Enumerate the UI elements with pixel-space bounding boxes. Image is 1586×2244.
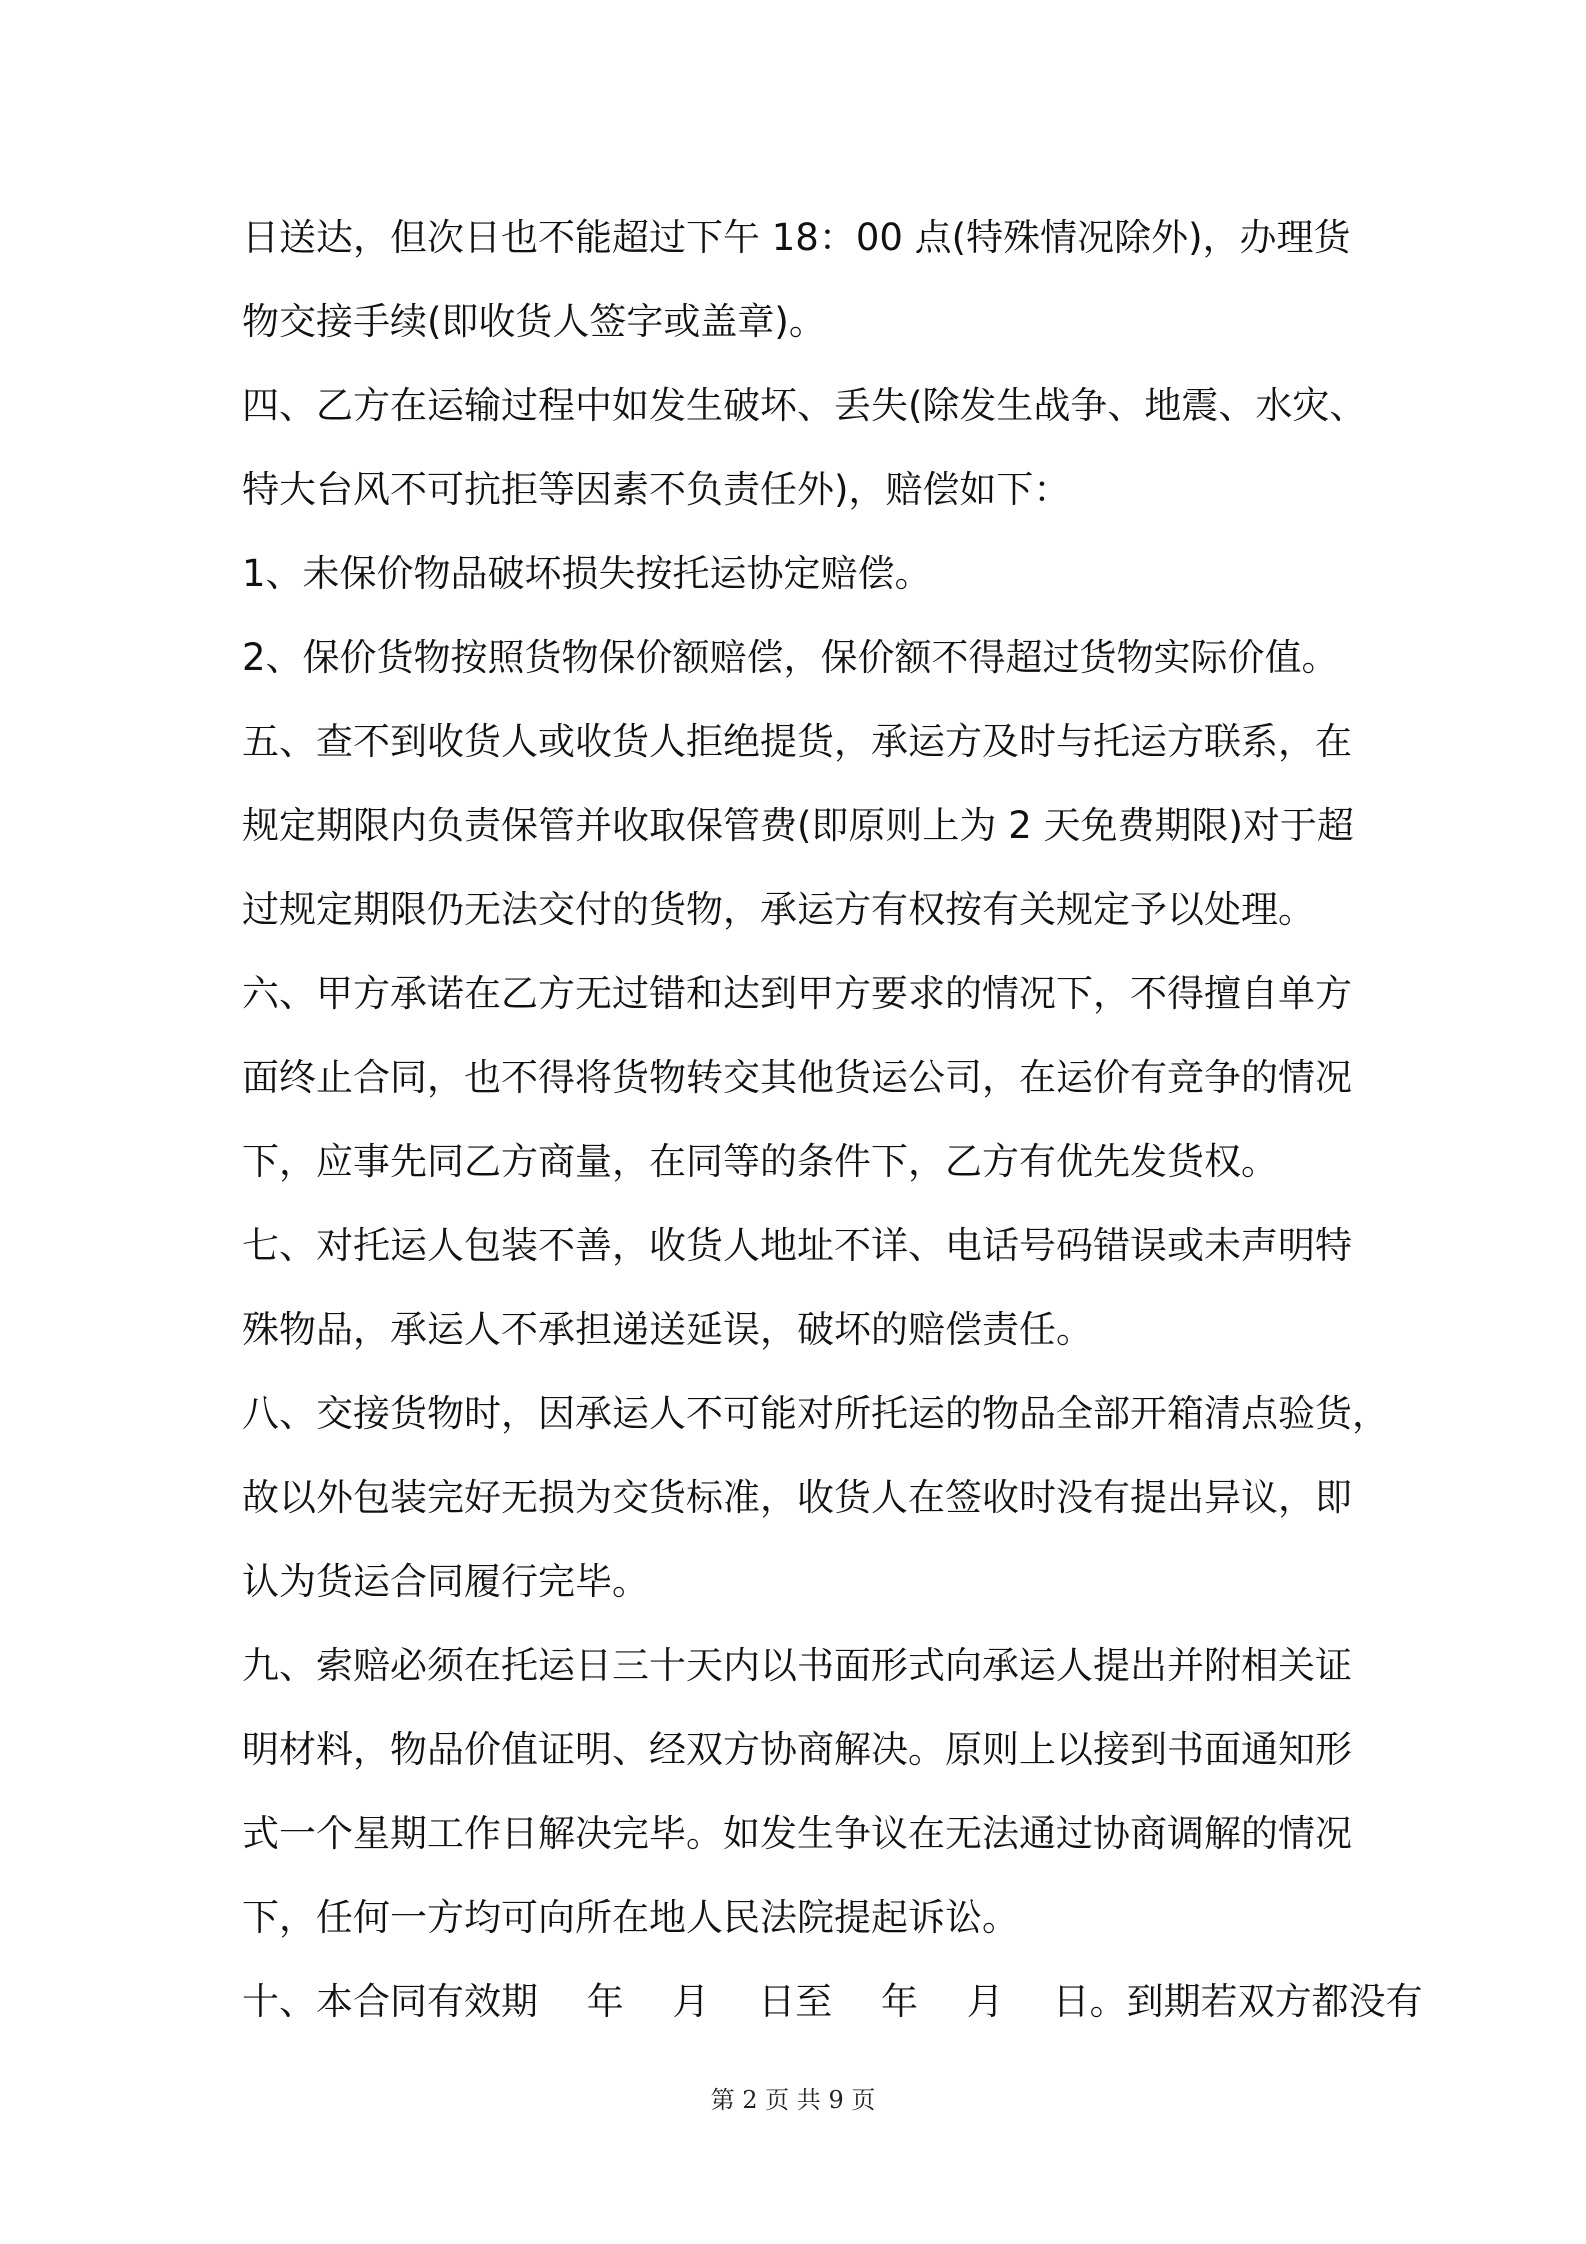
text-line-2: 物交接手续(即收货人签字或盖章)。 <box>242 300 826 343</box>
text-line-11: 面终止合同，也不得将货物转交其他货运公司，在运价有竞争的情况 <box>242 1056 1352 1099</box>
body-text <box>242 196 1423 2044</box>
text-line-18: 九、索赔必须在托运日三十天内以书面形式向承运人提出并附相关证 <box>242 1644 1352 1687</box>
text-line-14: 殊物品，承运人不承担递送延误，破坏的赔偿责任。 <box>242 1308 1093 1351</box>
page-footer: 第 2 页 共 9 页 <box>710 2086 876 2114</box>
text-line-22: 十、本合同有效期 年 月 日至 年 月 日。到期若双方都没有 <box>242 1980 1423 2023</box>
text-line-10: 六、甲方承诺在乙方无过错和达到甲方要求的情况下，不得擅自单方 <box>242 972 1352 1015</box>
text-line-1: 日送达，但次日也不能超过下午 18：00 点(特殊情况除外)，办理货 <box>242 216 1351 259</box>
text-line-21: 下，任何一方均可向所在地人民法院提起诉讼。 <box>242 1896 1019 1939</box>
text-line-16: 故以外包装完好无损为交货标准，收货人在签收时没有提出异议，即 <box>242 1476 1352 1519</box>
text-line-15: 八、交接货物时，因承运人不可能对所托运的物品全部开箱清点验货， <box>242 1392 1389 1435</box>
text-line-7: 五、查不到收货人或收货人拒绝提货，承运方及时与托运方联系，在 <box>242 720 1352 763</box>
text-line-20: 式一个星期工作日解决完毕。如发生争议在无法通过协商调解的情况 <box>242 1812 1352 1855</box>
text-line-3: 四、乙方在运输过程中如发生破坏、丢失(除发生战争、地震、水灾、 <box>242 384 1367 427</box>
text-line-6: 2、保价货物按照货物保价额赔偿，保价额不得超过货物实际价值。 <box>242 636 1339 679</box>
text-line-8: 规定期限内负责保管并收取保管费(即原则上为 2 天免费期限)对于超 <box>242 804 1354 847</box>
text-line-19: 明材料，物品价值证明、经双方协商解决。原则上以接到书面通知形 <box>242 1728 1352 1771</box>
text-line-9: 过规定期限仍无法交付的货物，承运方有权按有关规定予以处理。 <box>242 888 1315 931</box>
text-line-5: 1、未保价物品破坏损失按托运协定赔偿。 <box>242 552 932 595</box>
text-line-12: 下，应事先同乙方商量，在同等的条件下，乙方有优先发货权。 <box>242 1140 1278 1183</box>
text-line-4: 特大台风不可抗拒等因素不负责任外)，赔偿如下： <box>242 468 1071 511</box>
text-line-13: 七、对托运人包装不善，收货人地址不详、电话号码错误或未声明特 <box>242 1224 1352 1267</box>
text-line-17: 认为货运合同履行完毕。 <box>242 1560 649 1603</box>
